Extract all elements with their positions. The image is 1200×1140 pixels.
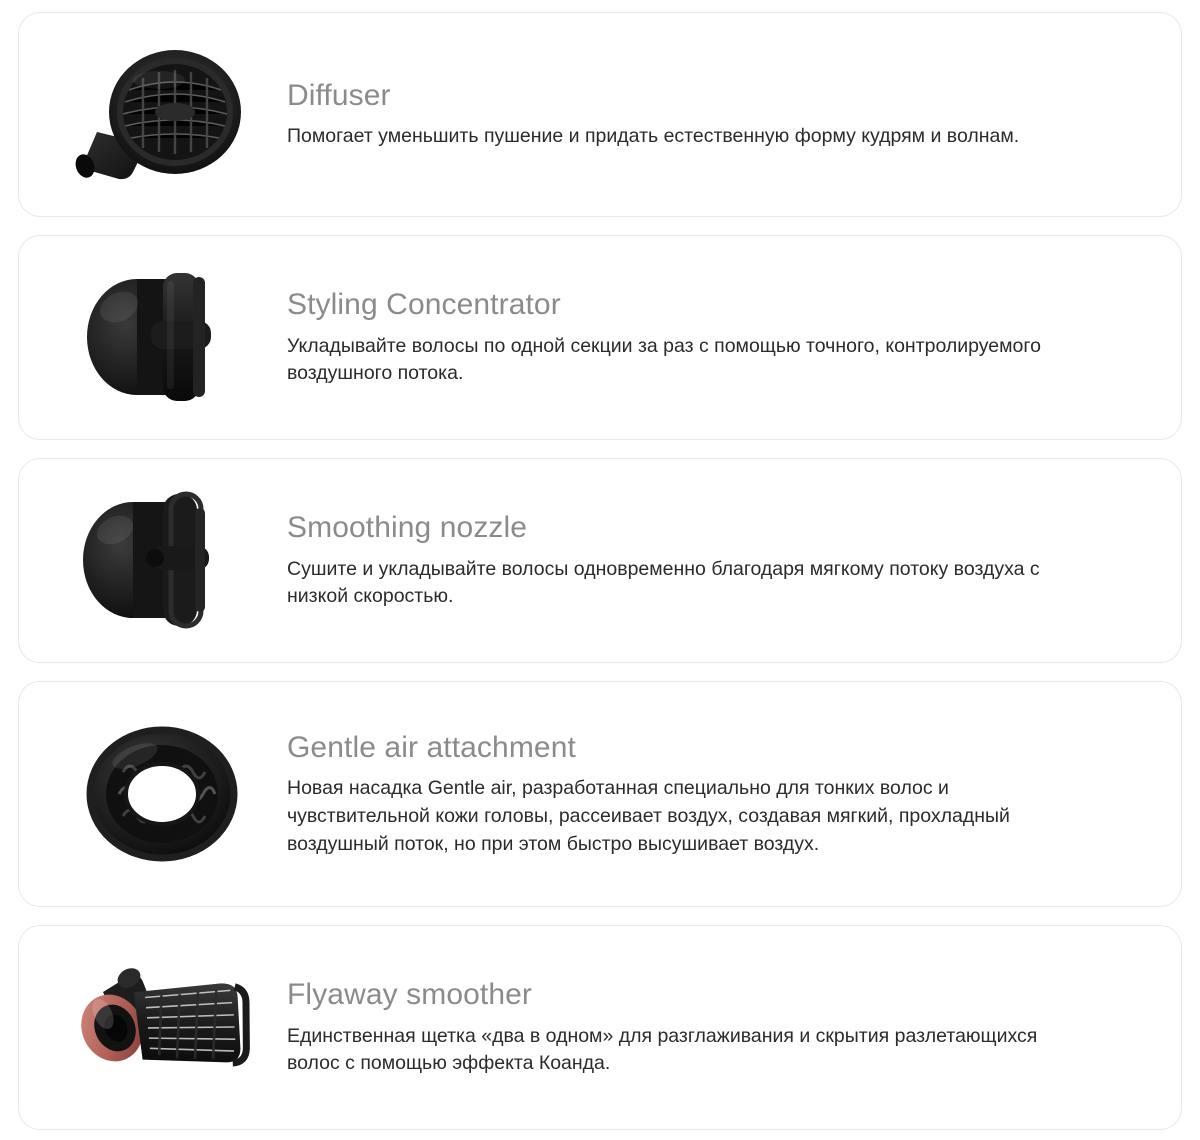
attachment-text-gentle-air-attachment [287, 730, 1157, 858]
attachment-description: Новая насадка Gentle air, разработанная специально для тонких волос и чувствительной кожи головы, рассеивает воздух, создавая мягкий, прохладный воздушный поток, но при этом быстро высушивает воздух. [287, 777, 1010, 855]
attachment-text-flyaway-smoother [287, 977, 1157, 1078]
attachment-image-styling-concentrator [37, 250, 287, 425]
attachment-image-gentle-air-attachment [37, 707, 287, 882]
attachment-title: Diffuser [287, 78, 391, 112]
attachment-image-diffuser [37, 27, 287, 202]
flyaway-smoother-icon [67, 958, 257, 1098]
attachment-image-flyaway-smoother [37, 940, 287, 1115]
attachment-card-diffuser[interactable] [18, 12, 1182, 217]
attachment-title: Gentle air attachment [287, 730, 576, 764]
attachment-card-smoothing-nozzle[interactable] [18, 458, 1182, 663]
attachment-card-gentle-air-attachment[interactable] [18, 681, 1182, 907]
attachment-text-diffuser [287, 78, 1157, 151]
attachment-title: Smoothing nozzle [287, 511, 528, 545]
attachment-text-styling-concentrator [287, 287, 1157, 388]
diffuser-icon [67, 40, 257, 190]
attachment-title: Styling Concentrator [287, 288, 561, 322]
attachment-card-flyaway-smoother[interactable] [18, 925, 1182, 1130]
attachment-title: Flyaway smoother [287, 978, 533, 1012]
smoothing-nozzle-icon [67, 478, 257, 643]
attachment-description: Сушите и укладывайте волосы одновременно благодаря мягкому потоку воздуха с низкой скоростью. [287, 557, 1040, 608]
attachment-image-smoothing-nozzle [37, 473, 287, 648]
styling-concentrator-icon [67, 255, 257, 420]
attachment-text-smoothing-nozzle [287, 510, 1157, 611]
attachment-description: Единственная щетка «два в одном» для разглаживания и скрытия разлетающихся волос с помощью эффекта Коанда. [287, 1024, 1038, 1075]
attachment-card-styling-concentrator[interactable] [18, 235, 1182, 440]
attachment-description: Помогает уменьшить пушение и придать естественную форму кудрям и волнам. [287, 125, 1020, 148]
gentle-air-attachment-icon [67, 712, 257, 877]
attachment-description: Укладывайте волосы по одной секции за раз с помощью точного, контролируемого воздушного потока. [287, 334, 1041, 385]
